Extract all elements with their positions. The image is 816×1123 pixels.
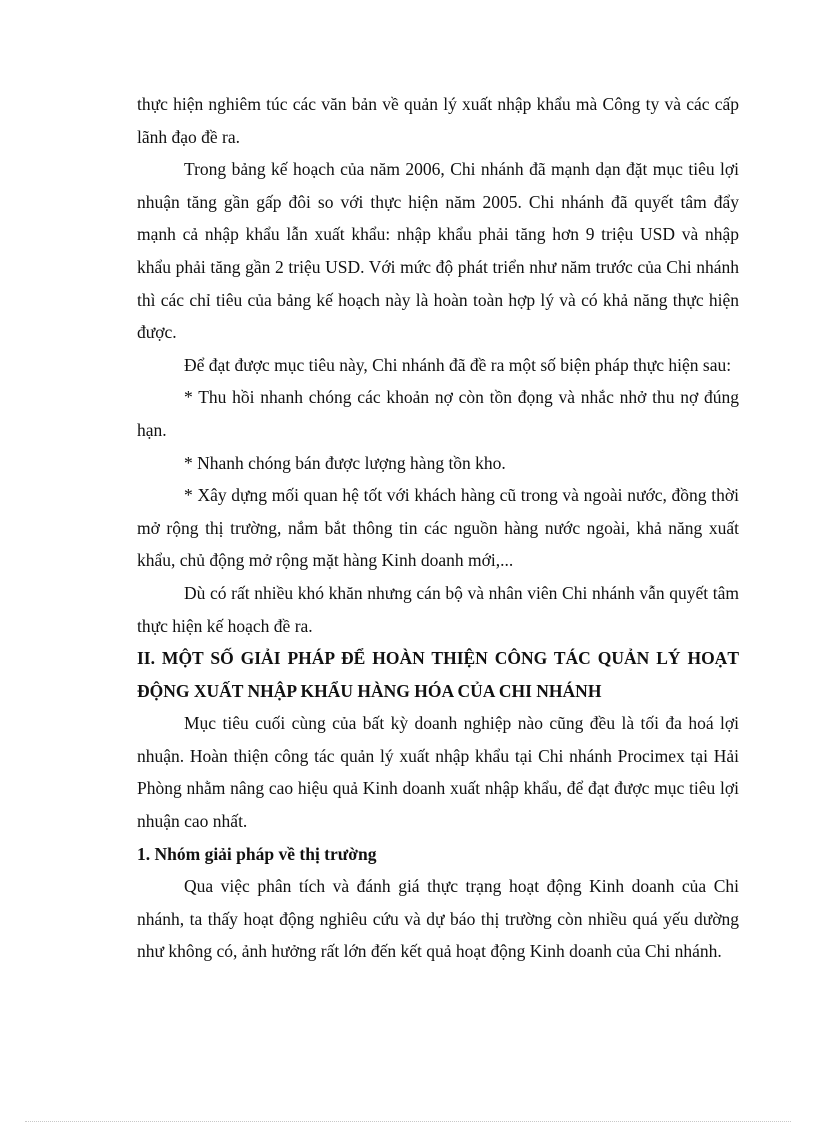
- paragraph-determination: Dù có rất nhiều khó khăn nhưng cán bộ và nhân viên Chi nhánh vẫn quyết tâm thực hiện kế hoạch đề ra.: [137, 582, 739, 636]
- paragraph-plan-2006: Trong bảng kế hoạch của năm 2006, Chi nhánh đã mạnh dạn đặt mục tiêu lợi nhuận tăng gần gấp đôi so với thực hiện năm 2005. Chi nhánh đã quyết tâm đẩy mạnh cả nhập khẩu lẫn xuất khẩu: nhập khẩu phải tăng hơn 9 triệu USD và nhập khẩu phải tăng gần 2 triệu USD. Với mức độ phát triển như năm trước của Chi nhánh thì các chỉ tiêu của bảng kế hoạch này là hoàn toàn hợp lý và có khả năng thực hiện được.: [137, 159, 739, 343]
- bullet-debt-recovery: * Thu hồi nhanh chóng các khoản nợ còn tồn đọng và nhắc nhở thu nợ đúng hạn.: [137, 387, 739, 440]
- paragraph-market-analysis: Qua việc phân tích và đánh giá thực trạng hoạt động Kinh doanh của Chi nhánh, ta thấy hoạt động nghiêu cứu và dự báo thị trường còn nhiều quá yếu dường như không có, ảnh hưởng rất lớn đến kết quả hoạt động Kinh doanh của Chi nhánh.: [137, 876, 739, 962]
- section-heading: II. MỘT SỐ GIẢI PHÁP ĐỂ HOÀN THIỆN CÔNG TÁC QUẢN LÝ HOẠT ĐỘNG XUẤT NHẬP KHẨU HÀNG HÓA CỦA CHI NHÁNH: [137, 648, 739, 701]
- document-page: [137, 88, 739, 968]
- page-bottom-divider: [25, 1121, 791, 1122]
- bullet-inventory: * Nhanh chóng bán được lượng hàng tồn kho.: [184, 452, 506, 473]
- paragraph-continuation: thực hiện nghiêm túc các văn bản về quản lý xuất nhập khẩu mà Công ty và các cấp lãnh đạo đề ra.: [137, 94, 739, 147]
- subsection-heading: 1. Nhóm giải pháp về thị trường: [137, 843, 377, 864]
- paragraph-measures-intro: Để đạt được mục tiêu này, Chi nhánh đã đề ra một số biện pháp thực hiện sau:: [184, 354, 732, 375]
- paragraph-profit-goal: Mục tiêu cuối cùng của bất kỳ doanh nghiệp nào cũng đều là tối đa hoá lợi nhuận. Hoàn thiện công tác quản lý xuất nhập khẩu tại Chi nhánh Procimex tại Hải Phòng nhằm nâng cao hiệu quả Kinh doanh xuất nhập khẩu, để đạt được mục tiêu lợi nhuận cao nhất.: [137, 713, 739, 832]
- bullet-customer-relations: * Xây dựng mối quan hệ tốt với khách hàng cũ trong và ngoài nước, đồng thời mở rộng thị trường, nắm bắt thông tin các nguồn hàng nước ngoài, khả năng xuất khẩu, chủ động mở rộng mặt hàng Kinh doanh mới,...: [137, 485, 739, 571]
